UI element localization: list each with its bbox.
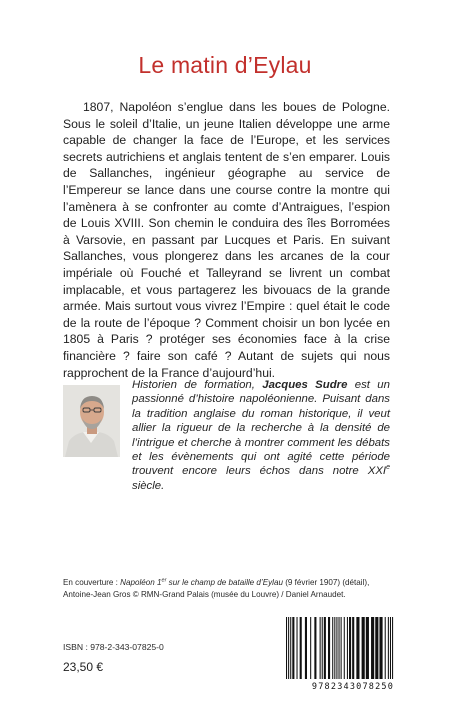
barcode-bar — [366, 617, 369, 679]
bio-end: siècle. — [132, 479, 165, 492]
barcode-bar — [375, 617, 378, 679]
barcode-bar — [310, 617, 311, 679]
barcode-bar — [286, 617, 287, 679]
isbn: ISBN : 978-2-343-07825-0 — [63, 642, 164, 652]
author-bio — [132, 378, 390, 493]
barcode-bar — [392, 617, 393, 679]
barcode-bar — [385, 617, 386, 679]
credits-work-superscript: er — [161, 577, 167, 584]
barcode-bar — [320, 617, 321, 679]
barcode-bar — [288, 617, 289, 679]
barcode-bar — [332, 617, 333, 679]
credits-line-2: Antoine-Jean Gros © RMN-Grand Palais (musée du Louvre) / Daniel Arnaudet. — [63, 590, 346, 599]
barcode-bars — [278, 613, 428, 681]
barcode-bar — [305, 617, 307, 679]
book-title: Le matin d’Eylau — [138, 52, 312, 78]
barcode-bar — [314, 617, 316, 679]
barcode — [278, 613, 428, 693]
barcode-bar — [300, 617, 302, 679]
credits-prefix: En couverture : — [63, 578, 121, 587]
barcode-bar — [379, 617, 382, 679]
barcode-bar — [352, 617, 354, 679]
barcode-bar — [290, 617, 291, 679]
author-portrait-image — [63, 385, 120, 457]
barcode-bar — [334, 617, 335, 679]
barcode-bar — [292, 617, 294, 679]
barcode-bar — [362, 617, 365, 679]
credits-date: (9 février 1907) (détail), — [282, 578, 370, 587]
back-cover-blurb: 1807, Napoléon s’englue dans les boues de Pologne. Sous le soleil d’Italie, un jeune Italien développe une arme capable de changer la face de l’Europe, et les services secrets autrichiens et anglais tentent de s’en emparer. Louis de Sallanches, ingénieur géographe au service de l’Empereur se lance dans une course contre la montre qui l’amènera à se confronter au comte d’Antraigues, l’espion de Louis XVIII. Son chemin le conduira des îles Borromées à Varsovie, en passant par Lucques et Paris. En suivant Sallanches, vous plongerez dans les arcanes de la cour impériale où Fouché et Talleyrand se livrent un combat implacable, et vous partagerez les bivouacs de la grande armée. Mais surtout vous vivrez l’Empire : quel était le code de la route de l’époque ? Comment choisir un bon lycée en 1805 à Paris ? protéger ses économies face à la crise financière ? faire son café ? Autant de sujets qui nous rapprochent de la France d’aujourd’hui. — [63, 100, 390, 380]
price: 23,50 € — [63, 660, 104, 674]
author-section — [0, 378, 450, 492]
cover-credits — [63, 577, 393, 601]
barcode-bar — [324, 617, 326, 679]
bio-text: est un passionné d’histoire napoléonienne. Puisant dans la tradition anglaise du roman historique, il veut allier la rigueur de la recherche à la densité de l’intrigue et cherche à montrer comment les débats et les évènements qui ont agité cette période trouvent encore leurs échos dans notre XXI — [132, 379, 390, 478]
author-name: Jacques Sudre — [262, 379, 348, 391]
bio-intro: Historien de formation, — [132, 379, 263, 391]
barcode-bar — [349, 617, 351, 679]
credits-line-1 — [63, 577, 393, 589]
barcode-bar — [390, 617, 391, 679]
barcode-number: 9782343078250 — [311, 682, 395, 692]
barcode-bar — [322, 617, 323, 679]
barcode-bar — [339, 617, 340, 679]
barcode-bar — [356, 617, 359, 679]
barcode-bar — [347, 617, 348, 679]
author-photo — [63, 385, 120, 457]
credits-work-title: Napoléon 1 — [120, 578, 162, 587]
barcode-bar — [336, 617, 337, 679]
barcode-bar — [344, 617, 345, 679]
barcode-bar — [341, 617, 342, 679]
barcode-bar — [388, 617, 389, 679]
credits-work-title-rest: sur le champ de bataille d’Eylau — [166, 578, 283, 587]
barcode-bar — [371, 617, 374, 679]
barcode-bar — [328, 617, 330, 679]
century-superscript: e — [386, 464, 390, 472]
barcode-bar — [297, 617, 298, 679]
